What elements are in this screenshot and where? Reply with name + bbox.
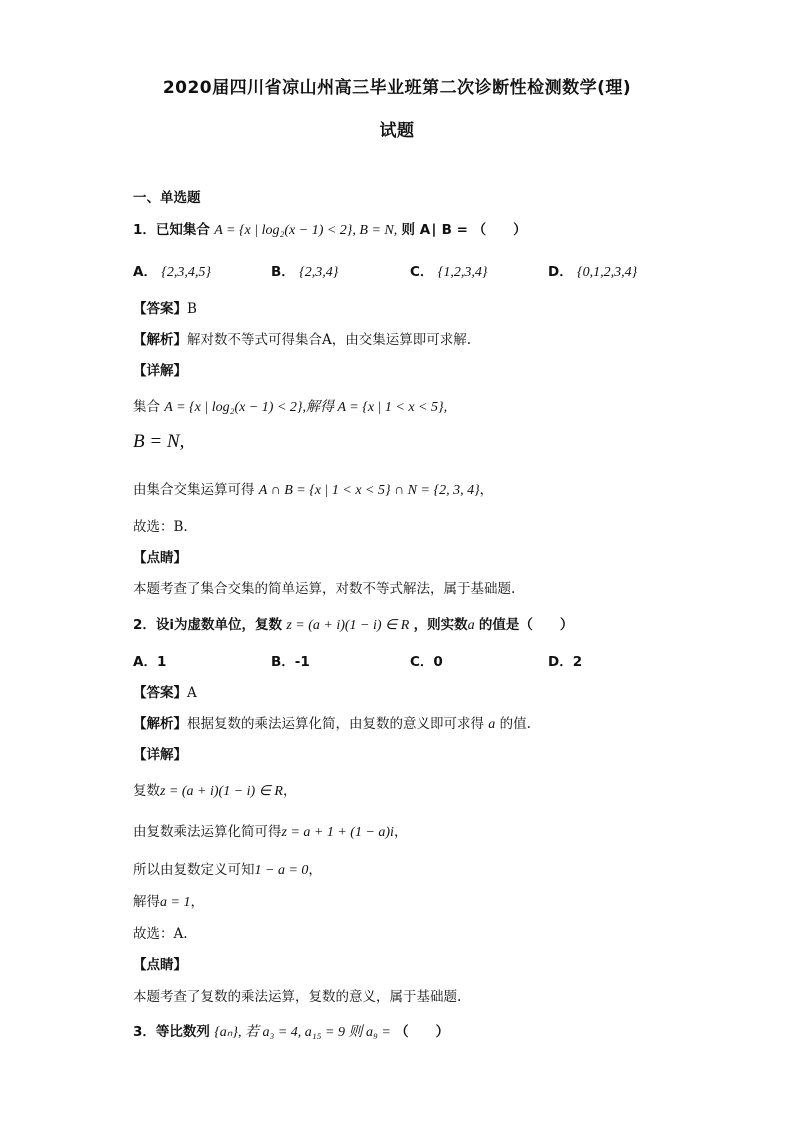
q2-detail-3 xyxy=(133,858,322,879)
q2-option-c xyxy=(410,650,443,670)
q3-stem xyxy=(133,1020,449,1041)
q2-detail-1-suffix: ， xyxy=(282,783,297,799)
q2-option-b-text: -1 xyxy=(294,654,310,670)
q1-answer xyxy=(133,297,197,317)
q2-detail-label-text: 【详解】 xyxy=(133,747,187,763)
q1-option-d xyxy=(548,260,637,281)
q2-detail-3-formula: 1 − a = 0 xyxy=(254,863,309,878)
q2-stem-formula: z = (a + i)(1 − i) ∈ R xyxy=(286,618,410,633)
q1-detail-1 xyxy=(133,395,447,416)
q1-stem-text: 1．已知集合 xyxy=(133,222,210,238)
q2-detail-4-prefix: 解得 xyxy=(133,894,160,910)
q2-detail-3-prefix: 所以由复数定义可知 xyxy=(133,862,255,878)
q1-option-d-letter: D． xyxy=(548,264,573,280)
q2-detail-1 xyxy=(133,779,296,800)
q2-option-d-text: 2 xyxy=(572,654,583,670)
q1-stem-formula: A = {x | log₂(x − 1) < 2}, B = N, xyxy=(214,223,398,238)
q1-detail-3-prefix: 由集合交集运算可得 xyxy=(133,482,255,498)
q1-comment: 本题考查了集合交集的简单运算，对数不等式解法，属于基础题. xyxy=(133,581,516,597)
q1-detail-label xyxy=(133,359,187,379)
q3-stem-text-a: 3．等比数列 xyxy=(133,1024,210,1040)
doc-title-line2: 试题 xyxy=(379,121,415,141)
q2-stem-text-a: 2．设i为虚数单位，复数 xyxy=(133,617,283,633)
q1-detail-1-formula: A = {x | log₂(x − 1) < 2},解得 A = {x | 1 < x < 5}, xyxy=(164,400,448,415)
q1-detail-3-formula: A ∩ B = {x | 1 < x < 5} ∩ N = {2, 3, 4} xyxy=(258,483,480,498)
q2-comment-label-text: 【点睛】 xyxy=(133,957,187,973)
q1-analysis-text: 解对数不等式可得集合A，由交集运算即可求解. xyxy=(187,332,472,348)
q1-detail-2-formula: B = N, xyxy=(133,431,185,452)
q1-option-b-letter: B． xyxy=(271,264,295,280)
q2-analysis-text-a: 根据复数的乘法运算化简，由复数的意义即可求得 xyxy=(187,716,484,732)
q2-detail-label xyxy=(133,743,187,763)
q2-stem xyxy=(133,613,573,634)
q3-stem-text-b: （ ） xyxy=(395,1024,450,1040)
q2-option-d xyxy=(548,650,582,670)
q1-answer-label: 【答案】 xyxy=(133,301,187,317)
q1-conclusion: 故选：B. xyxy=(133,519,188,535)
q2-detail-2-prefix: 由复数乘法运算化简可得 xyxy=(133,824,282,840)
q2-stem-text-b: ，则实数 xyxy=(413,617,468,633)
q2-option-a-text: 1 xyxy=(156,654,167,670)
q1-answer-value: B xyxy=(187,301,197,317)
q1-detail-1-prefix: 集合 xyxy=(133,399,160,415)
q2-analysis xyxy=(133,712,531,733)
q1-option-a xyxy=(133,260,211,281)
q1-comment-label xyxy=(133,546,187,566)
q2-comment: 本题考查了复数的乘法运算，复数的意义，属于基础题. xyxy=(133,989,462,1005)
q1-detail-2 xyxy=(133,431,184,453)
q2-detail-4-suffix: ， xyxy=(190,894,204,910)
q1-option-c xyxy=(410,260,487,281)
q2-stem-text-c: 的值是（ ） xyxy=(478,617,574,633)
q2-detail-2 xyxy=(133,820,407,841)
q2-option-a-letter: A． xyxy=(133,654,157,670)
q2-detail-1-prefix: 复数 xyxy=(133,783,160,799)
q2-detail-1-formula: z = (a + i)(1 − i) ∈ R xyxy=(160,784,283,799)
q2-option-c-letter: C． xyxy=(410,654,434,670)
q2-analysis-var: a xyxy=(488,717,496,732)
q1-detail-3 xyxy=(133,478,493,499)
q1-option-a-letter: A． xyxy=(133,264,157,280)
q2-option-b-letter: B． xyxy=(271,654,295,670)
q1-option-b xyxy=(271,260,338,281)
q1-comment-label-text: 【点睛】 xyxy=(133,550,187,566)
q1-option-d-text: {0,1,2,3,4} xyxy=(577,265,638,280)
q2-stem-var: a xyxy=(467,618,475,633)
q1-detail-3-suffix: ， xyxy=(479,482,494,498)
q2-detail-4-formula: a = 1 xyxy=(160,895,191,910)
q2-detail-3-suffix: ， xyxy=(308,862,322,878)
q1-analysis xyxy=(133,328,471,348)
q2-option-a xyxy=(133,650,166,670)
q3-stem-formula: {aₙ}, 若 a₃ = 4, a₁₅ = 9 则 a₉ = xyxy=(214,1025,391,1040)
q2-detail-2-suffix: ， xyxy=(393,824,408,840)
q2-answer-label: 【答案】 xyxy=(133,685,187,701)
q2-answer xyxy=(133,681,197,701)
q2-comment-label xyxy=(133,953,187,973)
q1-option-b-text: {2,3,4} xyxy=(299,265,339,280)
q1-option-c-text: {1,2,3,4} xyxy=(437,265,488,280)
q2-analysis-text-b: 的值. xyxy=(499,716,531,732)
q2-answer-value: A xyxy=(187,685,197,701)
q1-option-c-letter: C． xyxy=(410,264,434,280)
q2-analysis-label: 【解析】 xyxy=(133,716,187,732)
q2-option-c-text: 0 xyxy=(433,654,443,670)
q2-conclusion: 故选：A. xyxy=(133,926,188,942)
q2-detail-2-formula: z = a + 1 + (1 − a)i xyxy=(281,825,394,840)
q1-option-a-text: {2,3,4,5} xyxy=(161,265,211,280)
q1-stem-tail: 则 A∣ B = （ ） xyxy=(401,222,527,238)
section-heading: 一、单选题 xyxy=(133,190,201,206)
q2-option-b xyxy=(271,650,310,670)
q2-option-d-letter: D． xyxy=(548,654,573,670)
doc-title-line1: 2020届四川省凉山州高三毕业班第二次诊断性检测数学(理) xyxy=(162,78,632,98)
q1-analysis-label: 【解析】 xyxy=(133,332,187,348)
q1-detail-label-text: 【详解】 xyxy=(133,363,187,379)
q1-stem xyxy=(133,218,527,239)
q2-detail-4 xyxy=(133,890,204,911)
